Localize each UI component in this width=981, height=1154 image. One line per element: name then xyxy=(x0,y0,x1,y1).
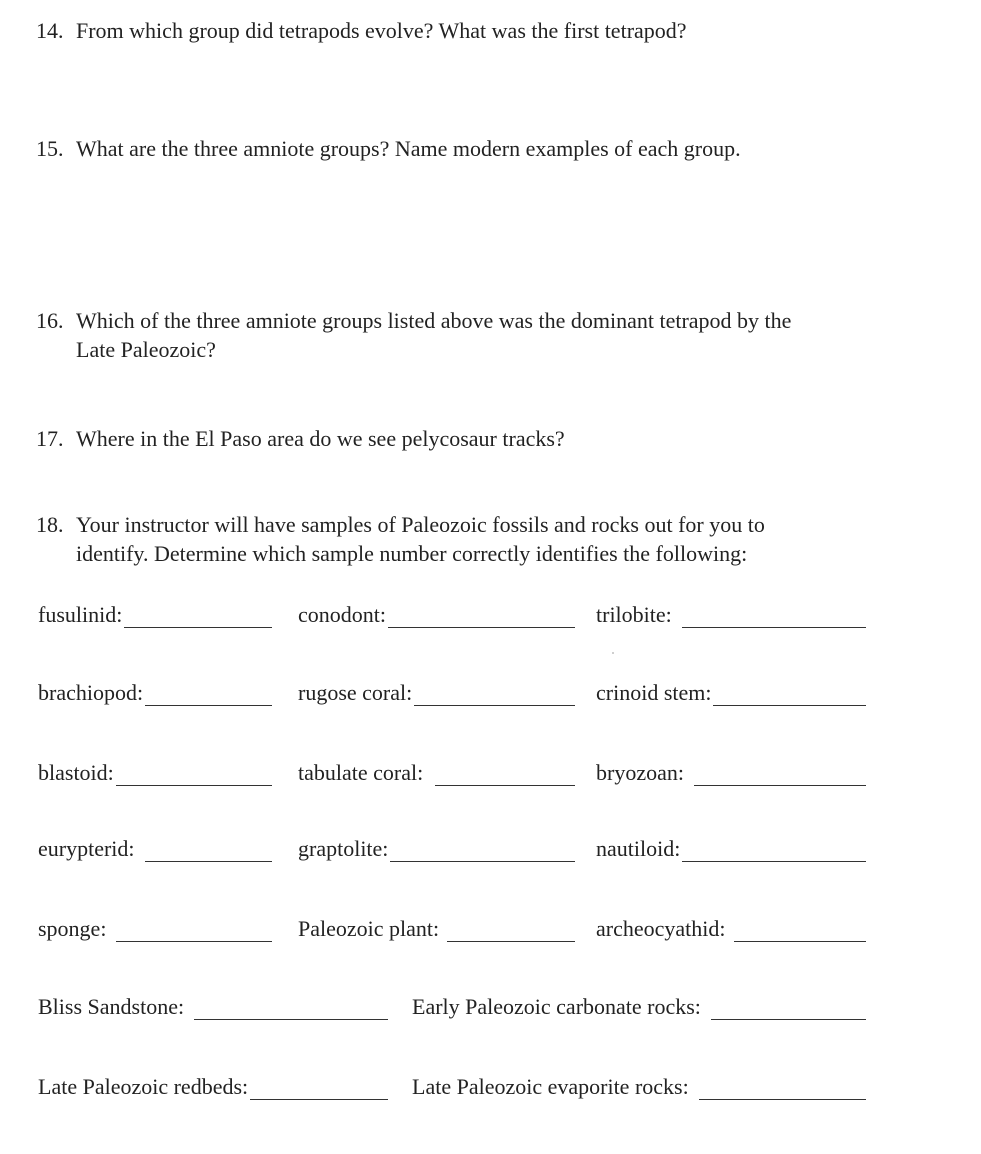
field-label: eurypterid: xyxy=(38,836,135,861)
question-17 xyxy=(36,424,896,453)
field-late-paleozoic-redbeds xyxy=(38,1074,388,1100)
answer-blank[interactable] xyxy=(145,841,272,862)
question-16 xyxy=(36,306,896,364)
field-label: blastoid: xyxy=(38,760,114,785)
question-15 xyxy=(36,134,896,163)
field-label: fusulinid: xyxy=(38,602,123,627)
answer-blank[interactable] xyxy=(694,765,866,786)
answer-blank[interactable] xyxy=(194,999,388,1020)
field-rugose-coral xyxy=(298,680,575,706)
answer-blank[interactable] xyxy=(711,999,866,1020)
field-paleozoic-plant xyxy=(298,916,575,942)
field-bliss-sandstone xyxy=(38,994,388,1020)
field-label: Paleozoic plant: xyxy=(298,916,440,941)
question-text: Your instructor will have samples of Paleozoic fossils and rocks out for you to xyxy=(76,512,765,537)
question-text-continued: identify. Determine which sample number correctly identifies the following: xyxy=(76,541,748,566)
field-fusulinid xyxy=(38,602,272,628)
answer-blank[interactable] xyxy=(388,607,575,628)
answer-blank[interactable] xyxy=(116,921,272,942)
field-label: Late Paleozoic redbeds: xyxy=(38,1074,249,1099)
field-label: Late Paleozoic evaporite rocks: xyxy=(412,1074,689,1099)
question-number: 17. xyxy=(36,426,64,451)
field-late-paleozoic-evaporite-rocks xyxy=(412,1074,866,1100)
field-label: brachiopod: xyxy=(38,680,144,705)
answer-blank[interactable] xyxy=(713,685,866,706)
answer-blank[interactable] xyxy=(124,607,272,628)
question-number: 16. xyxy=(36,308,64,333)
field-archeocyathid xyxy=(596,916,866,942)
field-nautiloid xyxy=(596,836,866,862)
question-text: Which of the three amniote groups listed above was the dominant tetrapod by the xyxy=(76,308,792,333)
field-label: Early Paleozoic carbonate rocks: xyxy=(412,994,701,1019)
answer-blank[interactable] xyxy=(682,841,866,862)
question-number: 14. xyxy=(36,18,64,43)
field-conodont xyxy=(298,602,575,628)
answer-blank[interactable] xyxy=(414,685,575,706)
field-label: Bliss Sandstone: xyxy=(38,994,185,1019)
question-18 xyxy=(36,510,896,568)
field-label: crinoid stem: xyxy=(596,680,712,705)
answer-blank[interactable] xyxy=(116,765,272,786)
field-label: rugose coral: xyxy=(298,680,413,705)
answer-blank[interactable] xyxy=(390,841,575,862)
answer-blank[interactable] xyxy=(682,607,866,628)
question-text-continued: Late Paleozoic? xyxy=(76,337,216,362)
field-label: archeocyathid: xyxy=(596,916,726,941)
field-label: tabulate coral: xyxy=(298,760,424,785)
scan-speck xyxy=(612,652,614,654)
question-number: 15. xyxy=(36,136,64,161)
field-trilobite xyxy=(596,602,866,628)
answer-blank[interactable] xyxy=(250,1079,388,1100)
field-crinoid-stem xyxy=(596,680,866,706)
field-brachiopod xyxy=(38,680,272,706)
field-bryozoan xyxy=(596,760,866,786)
answer-blank[interactable] xyxy=(435,765,575,786)
field-label: bryozoan: xyxy=(596,760,684,785)
answer-blank[interactable] xyxy=(447,921,575,942)
field-graptolite xyxy=(298,836,575,862)
question-text: What are the three amniote groups? Name modern examples of each group. xyxy=(76,136,741,161)
question-number: 18. xyxy=(36,512,64,537)
question-14 xyxy=(36,16,896,45)
answer-blank[interactable] xyxy=(734,921,867,942)
question-text: Where in the El Paso area do we see pelycosaur tracks? xyxy=(76,426,565,451)
answer-blank[interactable] xyxy=(145,685,272,706)
field-label: sponge: xyxy=(38,916,107,941)
field-early-paleozoic-carbonate-rocks xyxy=(412,994,866,1020)
field-label: conodont: xyxy=(298,602,386,627)
answer-blank[interactable] xyxy=(699,1079,866,1100)
field-label: graptolite: xyxy=(298,836,389,861)
question-text: From which group did tetrapods evolve? What was the first tetrapod? xyxy=(76,18,687,43)
field-blastoid xyxy=(38,760,272,786)
field-label: trilobite: xyxy=(596,602,672,627)
field-eurypterid xyxy=(38,836,272,862)
field-tabulate-coral xyxy=(298,760,575,786)
field-label: nautiloid: xyxy=(596,836,681,861)
field-sponge xyxy=(38,916,272,942)
